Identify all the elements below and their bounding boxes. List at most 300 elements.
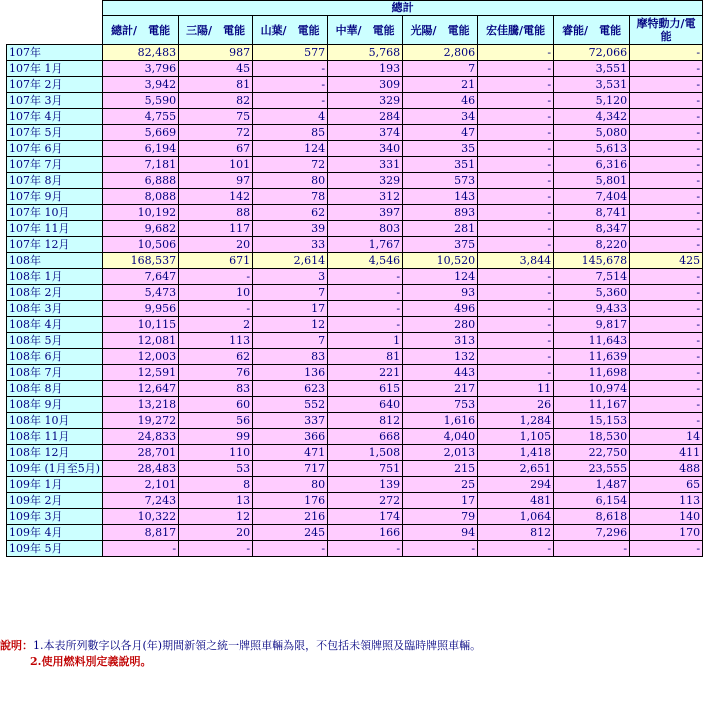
row-label: 108年 7月 bbox=[7, 365, 103, 381]
table-cell: 45 bbox=[179, 61, 253, 77]
table-cell: 366 bbox=[253, 429, 328, 445]
table-cell: 39 bbox=[253, 221, 328, 237]
table-cell: 142 bbox=[179, 189, 253, 205]
table-cell: 11,698 bbox=[554, 365, 630, 381]
table-cell: 5,080 bbox=[554, 125, 630, 141]
table-row bbox=[7, 285, 703, 301]
table-row bbox=[7, 301, 703, 317]
table-cell: 110 bbox=[179, 445, 253, 461]
table-cell: 93 bbox=[403, 285, 478, 301]
table-cell: 12,003 bbox=[103, 349, 179, 365]
table-cell: 15,153 bbox=[554, 413, 630, 429]
corner-cell bbox=[7, 16, 103, 45]
table-cell: 375 bbox=[403, 237, 478, 253]
table-cell: 215 bbox=[403, 461, 478, 477]
table-cell: - bbox=[478, 301, 554, 317]
table-cell: 6,154 bbox=[554, 493, 630, 509]
table-cell: 113 bbox=[630, 493, 703, 509]
table-cell: 88 bbox=[179, 205, 253, 221]
table-cell: 668 bbox=[328, 429, 403, 445]
table-cell: - bbox=[328, 541, 403, 557]
table-cell: 2,101 bbox=[103, 477, 179, 493]
table-cell: 62 bbox=[179, 349, 253, 365]
table-cell: - bbox=[253, 93, 328, 109]
table-cell: 615 bbox=[328, 381, 403, 397]
row-label: 108年 5月 bbox=[7, 333, 103, 349]
table-cell: 272 bbox=[328, 493, 403, 509]
table-cell: 443 bbox=[403, 365, 478, 381]
table-cell: 8,817 bbox=[103, 525, 179, 541]
table-cell: 573 bbox=[403, 173, 478, 189]
table-cell: - bbox=[630, 125, 703, 141]
table-cell: 8,088 bbox=[103, 189, 179, 205]
row-label: 107年 8月 bbox=[7, 173, 103, 189]
table-cell: - bbox=[630, 173, 703, 189]
table-cell: 10,520 bbox=[403, 253, 478, 269]
table-cell: 11,167 bbox=[554, 397, 630, 413]
row-label: 108年 9月 bbox=[7, 397, 103, 413]
table-cell: 4 bbox=[253, 109, 328, 125]
table-cell: - bbox=[630, 333, 703, 349]
table-cell: 10,974 bbox=[554, 381, 630, 397]
row-label: 107年 9月 bbox=[7, 189, 103, 205]
table-row bbox=[7, 317, 703, 333]
table-cell: 481 bbox=[478, 493, 554, 509]
table-cell: 245 bbox=[253, 525, 328, 541]
table-cell: 331 bbox=[328, 157, 403, 173]
table-cell: 640 bbox=[328, 397, 403, 413]
table-cell: - bbox=[478, 109, 554, 125]
table-cell: - bbox=[478, 157, 554, 173]
table-cell: - bbox=[253, 61, 328, 77]
table-row bbox=[7, 77, 703, 93]
table-row bbox=[7, 333, 703, 349]
table-cell: 10,322 bbox=[103, 509, 179, 525]
row-label: 109年 3月 bbox=[7, 509, 103, 525]
table-cell: 79 bbox=[403, 509, 478, 525]
table-cell: 21 bbox=[403, 77, 478, 93]
table-cell: 97 bbox=[179, 173, 253, 189]
table-cell: 552 bbox=[253, 397, 328, 413]
fuel-definition-link[interactable]: 2.使用燃料別定義說明。 bbox=[30, 655, 152, 668]
row-label: 109年 (1月至5月) bbox=[7, 461, 103, 477]
table-cell: 7,647 bbox=[103, 269, 179, 285]
table-cell: - bbox=[478, 205, 554, 221]
table-row bbox=[7, 141, 703, 157]
table-cell: 3,796 bbox=[103, 61, 179, 77]
row-label: 108年 bbox=[7, 253, 103, 269]
table-cell: 28,483 bbox=[103, 461, 179, 477]
row-label: 109年 5月 bbox=[7, 541, 103, 557]
row-label: 108年 6月 bbox=[7, 349, 103, 365]
column-header: 總計/ 電能 bbox=[103, 16, 179, 45]
table-cell: 143 bbox=[403, 189, 478, 205]
table-cell: - bbox=[630, 317, 703, 333]
table-cell: 2,013 bbox=[403, 445, 478, 461]
table-cell: 78 bbox=[253, 189, 328, 205]
table-cell: 1,064 bbox=[478, 509, 554, 525]
table-cell: - bbox=[179, 541, 253, 557]
table-cell: - bbox=[478, 541, 554, 557]
table-cell: - bbox=[328, 285, 403, 301]
table-cell: 8,618 bbox=[554, 509, 630, 525]
table-cell: 221 bbox=[328, 365, 403, 381]
table-cell: 113 bbox=[179, 333, 253, 349]
row-label: 108年 12月 bbox=[7, 445, 103, 461]
row-label: 107年 4月 bbox=[7, 109, 103, 125]
table-cell: 2,806 bbox=[403, 45, 478, 61]
table-cell: 4,342 bbox=[554, 109, 630, 125]
table-cell: - bbox=[478, 349, 554, 365]
table-cell: - bbox=[630, 381, 703, 397]
notes-section bbox=[0, 638, 481, 670]
table-row bbox=[7, 269, 703, 285]
table-cell: 11,643 bbox=[554, 333, 630, 349]
table-cell: 83 bbox=[179, 381, 253, 397]
table-cell: 4,755 bbox=[103, 109, 179, 125]
table-cell: 5,473 bbox=[103, 285, 179, 301]
table-cell: 751 bbox=[328, 461, 403, 477]
table-cell: - bbox=[630, 141, 703, 157]
table-cell: 72 bbox=[179, 125, 253, 141]
table-row bbox=[7, 45, 703, 61]
table-cell: 10 bbox=[179, 285, 253, 301]
table-cell: 8,347 bbox=[554, 221, 630, 237]
table-cell: 101 bbox=[179, 157, 253, 173]
table-body bbox=[7, 45, 703, 557]
table-cell: 99 bbox=[179, 429, 253, 445]
table-cell: 19,272 bbox=[103, 413, 179, 429]
table-cell: 217 bbox=[403, 381, 478, 397]
table-cell: 374 bbox=[328, 125, 403, 141]
table-cell: 60 bbox=[179, 397, 253, 413]
table-cell: 1 bbox=[328, 333, 403, 349]
table-cell: 425 bbox=[630, 253, 703, 269]
table-cell: 8,741 bbox=[554, 205, 630, 221]
table-cell: 577 bbox=[253, 45, 328, 61]
table-cell: - bbox=[630, 45, 703, 61]
table-cell: 33 bbox=[253, 237, 328, 253]
table-cell: 23,555 bbox=[554, 461, 630, 477]
table-cell: 166 bbox=[328, 525, 403, 541]
table-cell: 7,181 bbox=[103, 157, 179, 173]
table-cell: 81 bbox=[328, 349, 403, 365]
table-cell: 411 bbox=[630, 445, 703, 461]
column-header: 山葉/ 電能 bbox=[253, 16, 328, 45]
table-cell: - bbox=[630, 285, 703, 301]
table-cell: 17 bbox=[253, 301, 328, 317]
row-label: 107年 6月 bbox=[7, 141, 103, 157]
table-cell: 2,614 bbox=[253, 253, 328, 269]
table-cell: - bbox=[478, 237, 554, 253]
table-cell: 76 bbox=[179, 365, 253, 381]
table-row bbox=[7, 541, 703, 557]
table-cell: - bbox=[630, 413, 703, 429]
row-label: 107年 2月 bbox=[7, 77, 103, 93]
note-line-1 bbox=[0, 638, 481, 654]
table-cell: 13 bbox=[179, 493, 253, 509]
table-cell: 140 bbox=[630, 509, 703, 525]
table-cell: 7 bbox=[403, 61, 478, 77]
table-cell: 12 bbox=[179, 509, 253, 525]
table-cell: 471 bbox=[253, 445, 328, 461]
table-cell: 117 bbox=[179, 221, 253, 237]
table-cell: - bbox=[630, 301, 703, 317]
table-cell: 22,750 bbox=[554, 445, 630, 461]
table-cell: 11 bbox=[478, 381, 554, 397]
table-cell: 10,506 bbox=[103, 237, 179, 253]
table-cell: 72 bbox=[253, 157, 328, 173]
table-cell: 5,590 bbox=[103, 93, 179, 109]
row-label: 108年 1月 bbox=[7, 269, 103, 285]
table-row bbox=[7, 237, 703, 253]
table-cell: - bbox=[328, 301, 403, 317]
table-row bbox=[7, 477, 703, 493]
table-row bbox=[7, 189, 703, 205]
table-cell: 17 bbox=[403, 493, 478, 509]
table-cell: 5,801 bbox=[554, 173, 630, 189]
table-cell: 623 bbox=[253, 381, 328, 397]
column-header: 宏佳騰/電能 bbox=[478, 16, 554, 45]
table-row bbox=[7, 221, 703, 237]
table-cell: 80 bbox=[253, 173, 328, 189]
table-cell: 13,218 bbox=[103, 397, 179, 413]
table-cell: 9,433 bbox=[554, 301, 630, 317]
table-cell: 6,888 bbox=[103, 173, 179, 189]
table-cell: 294 bbox=[478, 477, 554, 493]
table-cell: - bbox=[478, 141, 554, 157]
table-cell: 3,531 bbox=[554, 77, 630, 93]
table-cell: 25 bbox=[403, 477, 478, 493]
table-cell: 351 bbox=[403, 157, 478, 173]
table-cell: 7,514 bbox=[554, 269, 630, 285]
table-cell: 812 bbox=[478, 525, 554, 541]
table-row bbox=[7, 93, 703, 109]
table-cell: - bbox=[478, 285, 554, 301]
table-cell: 281 bbox=[403, 221, 478, 237]
table-cell: 309 bbox=[328, 77, 403, 93]
table-cell: - bbox=[630, 349, 703, 365]
table-cell: 46 bbox=[403, 93, 478, 109]
table-row bbox=[7, 173, 703, 189]
table-cell: 139 bbox=[328, 477, 403, 493]
row-label: 107年 1月 bbox=[7, 61, 103, 77]
table-cell: - bbox=[630, 157, 703, 173]
table-cell: 34 bbox=[403, 109, 478, 125]
column-header: 三陽/ 電能 bbox=[179, 16, 253, 45]
table-cell: 3,844 bbox=[478, 253, 554, 269]
table-row bbox=[7, 445, 703, 461]
table-cell: 216 bbox=[253, 509, 328, 525]
table-cell: 12,591 bbox=[103, 365, 179, 381]
table-cell: 132 bbox=[403, 349, 478, 365]
table-cell: 5,120 bbox=[554, 93, 630, 109]
table-cell: 12,081 bbox=[103, 333, 179, 349]
table-cell: 2 bbox=[179, 317, 253, 333]
row-label: 108年 11月 bbox=[7, 429, 103, 445]
table-cell: - bbox=[478, 189, 554, 205]
table-cell: - bbox=[478, 221, 554, 237]
row-label: 107年 11月 bbox=[7, 221, 103, 237]
table-cell: 6,316 bbox=[554, 157, 630, 173]
table-cell: 9,682 bbox=[103, 221, 179, 237]
table-cell: 75 bbox=[179, 109, 253, 125]
table-cell: 10,192 bbox=[103, 205, 179, 221]
table-cell: 18,530 bbox=[554, 429, 630, 445]
table-cell: - bbox=[630, 269, 703, 285]
table-cell: 72,066 bbox=[554, 45, 630, 61]
table-cell: 1,767 bbox=[328, 237, 403, 253]
table-cell: 1,284 bbox=[478, 413, 554, 429]
table-cell: 313 bbox=[403, 333, 478, 349]
table-cell: 56 bbox=[179, 413, 253, 429]
table-row bbox=[7, 381, 703, 397]
table-cell: 82,483 bbox=[103, 45, 179, 61]
table-row bbox=[7, 493, 703, 509]
table-cell: 193 bbox=[328, 61, 403, 77]
table-row bbox=[7, 413, 703, 429]
table-cell: 62 bbox=[253, 205, 328, 221]
table-cell: - bbox=[630, 205, 703, 221]
table-cell: 24,833 bbox=[103, 429, 179, 445]
table-cell: 10,115 bbox=[103, 317, 179, 333]
table-cell: 8,220 bbox=[554, 237, 630, 253]
table-cell: 5,669 bbox=[103, 125, 179, 141]
table-cell: 81 bbox=[179, 77, 253, 93]
table-cell: 3 bbox=[253, 269, 328, 285]
table-cell: 7 bbox=[253, 285, 328, 301]
table-cell: - bbox=[478, 93, 554, 109]
table-cell: 1,418 bbox=[478, 445, 554, 461]
table-cell: 397 bbox=[328, 205, 403, 221]
table-cell: - bbox=[630, 77, 703, 93]
column-header: 摩特動力/電能 bbox=[630, 16, 703, 45]
table-cell: 337 bbox=[253, 413, 328, 429]
table-cell: 7,404 bbox=[554, 189, 630, 205]
table-cell: 9,956 bbox=[103, 301, 179, 317]
table-cell: 82 bbox=[179, 93, 253, 109]
table-row bbox=[7, 253, 703, 269]
row-label: 109年 1月 bbox=[7, 477, 103, 493]
table-cell: 47 bbox=[403, 125, 478, 141]
table-row bbox=[7, 157, 703, 173]
statistics-table bbox=[6, 0, 703, 557]
table-cell: 812 bbox=[328, 413, 403, 429]
table-cell: 488 bbox=[630, 461, 703, 477]
table-row bbox=[7, 525, 703, 541]
table-row bbox=[7, 429, 703, 445]
table-row bbox=[7, 509, 703, 525]
row-label: 108年 8月 bbox=[7, 381, 103, 397]
table-cell: 312 bbox=[328, 189, 403, 205]
table-cell: - bbox=[103, 541, 179, 557]
table-cell: 1,105 bbox=[478, 429, 554, 445]
table-cell: - bbox=[630, 237, 703, 253]
table-cell: 7,243 bbox=[103, 493, 179, 509]
table-cell: 20 bbox=[179, 237, 253, 253]
table-cell: - bbox=[554, 541, 630, 557]
note-text-1: 1.本表所列數字以各月(年)期間新領之統一牌照車輛為限，不包括未領牌照及臨時牌照車輛。 bbox=[33, 639, 482, 652]
table-cell: 136 bbox=[253, 365, 328, 381]
group-header-row bbox=[7, 1, 703, 16]
table-cell: 893 bbox=[403, 205, 478, 221]
table-cell: 5,768 bbox=[328, 45, 403, 61]
table-cell: 2,651 bbox=[478, 461, 554, 477]
table-cell: 7,296 bbox=[554, 525, 630, 541]
column-header: 中華/ 電能 bbox=[328, 16, 403, 45]
table-cell: 12 bbox=[253, 317, 328, 333]
table-cell: 7 bbox=[253, 333, 328, 349]
row-label: 107年 bbox=[7, 45, 103, 61]
table-cell: - bbox=[630, 93, 703, 109]
table-cell: - bbox=[630, 109, 703, 125]
table-cell: 94 bbox=[403, 525, 478, 541]
table-cell: 1,508 bbox=[328, 445, 403, 461]
table-cell: 4,546 bbox=[328, 253, 403, 269]
table-cell: 28,701 bbox=[103, 445, 179, 461]
row-label: 109年 4月 bbox=[7, 525, 103, 541]
table-cell: 145,678 bbox=[554, 253, 630, 269]
table-cell: - bbox=[630, 189, 703, 205]
table-cell: - bbox=[478, 317, 554, 333]
table-cell: - bbox=[253, 77, 328, 93]
row-label: 109年 2月 bbox=[7, 493, 103, 509]
table-row bbox=[7, 125, 703, 141]
table-cell: 67 bbox=[179, 141, 253, 157]
row-label: 108年 4月 bbox=[7, 317, 103, 333]
table-row bbox=[7, 349, 703, 365]
table-cell: 170 bbox=[630, 525, 703, 541]
table-cell: 717 bbox=[253, 461, 328, 477]
table-cell: 671 bbox=[179, 253, 253, 269]
table-cell: - bbox=[328, 317, 403, 333]
row-label: 107年 5月 bbox=[7, 125, 103, 141]
table-row bbox=[7, 109, 703, 125]
table-cell: 753 bbox=[403, 397, 478, 413]
row-label: 108年 2月 bbox=[7, 285, 103, 301]
table-cell: - bbox=[478, 77, 554, 93]
table-cell: 85 bbox=[253, 125, 328, 141]
table-cell: - bbox=[478, 269, 554, 285]
table-cell: - bbox=[478, 45, 554, 61]
table-cell: 35 bbox=[403, 141, 478, 157]
table-cell: 124 bbox=[403, 269, 478, 285]
row-label: 107年 12月 bbox=[7, 237, 103, 253]
table-cell: 124 bbox=[253, 141, 328, 157]
table-cell: 496 bbox=[403, 301, 478, 317]
table-cell: 176 bbox=[253, 493, 328, 509]
table-cell: 1,487 bbox=[554, 477, 630, 493]
table-cell: 4,040 bbox=[403, 429, 478, 445]
table-cell: 284 bbox=[328, 109, 403, 125]
table-cell: - bbox=[403, 541, 478, 557]
column-header-row bbox=[7, 16, 703, 45]
table-cell: - bbox=[630, 397, 703, 413]
table-row bbox=[7, 61, 703, 77]
table-cell: 174 bbox=[328, 509, 403, 525]
table-cell: 14 bbox=[630, 429, 703, 445]
table-cell: 329 bbox=[328, 93, 403, 109]
notes-heading: 說明： bbox=[0, 639, 33, 652]
row-label: 107年 3月 bbox=[7, 93, 103, 109]
table-cell: 3,942 bbox=[103, 77, 179, 93]
group-header: 總計 bbox=[103, 1, 703, 16]
table-row bbox=[7, 205, 703, 221]
table-cell: - bbox=[328, 269, 403, 285]
table-row bbox=[7, 461, 703, 477]
table-cell: 340 bbox=[328, 141, 403, 157]
table-cell: 1,616 bbox=[403, 413, 478, 429]
